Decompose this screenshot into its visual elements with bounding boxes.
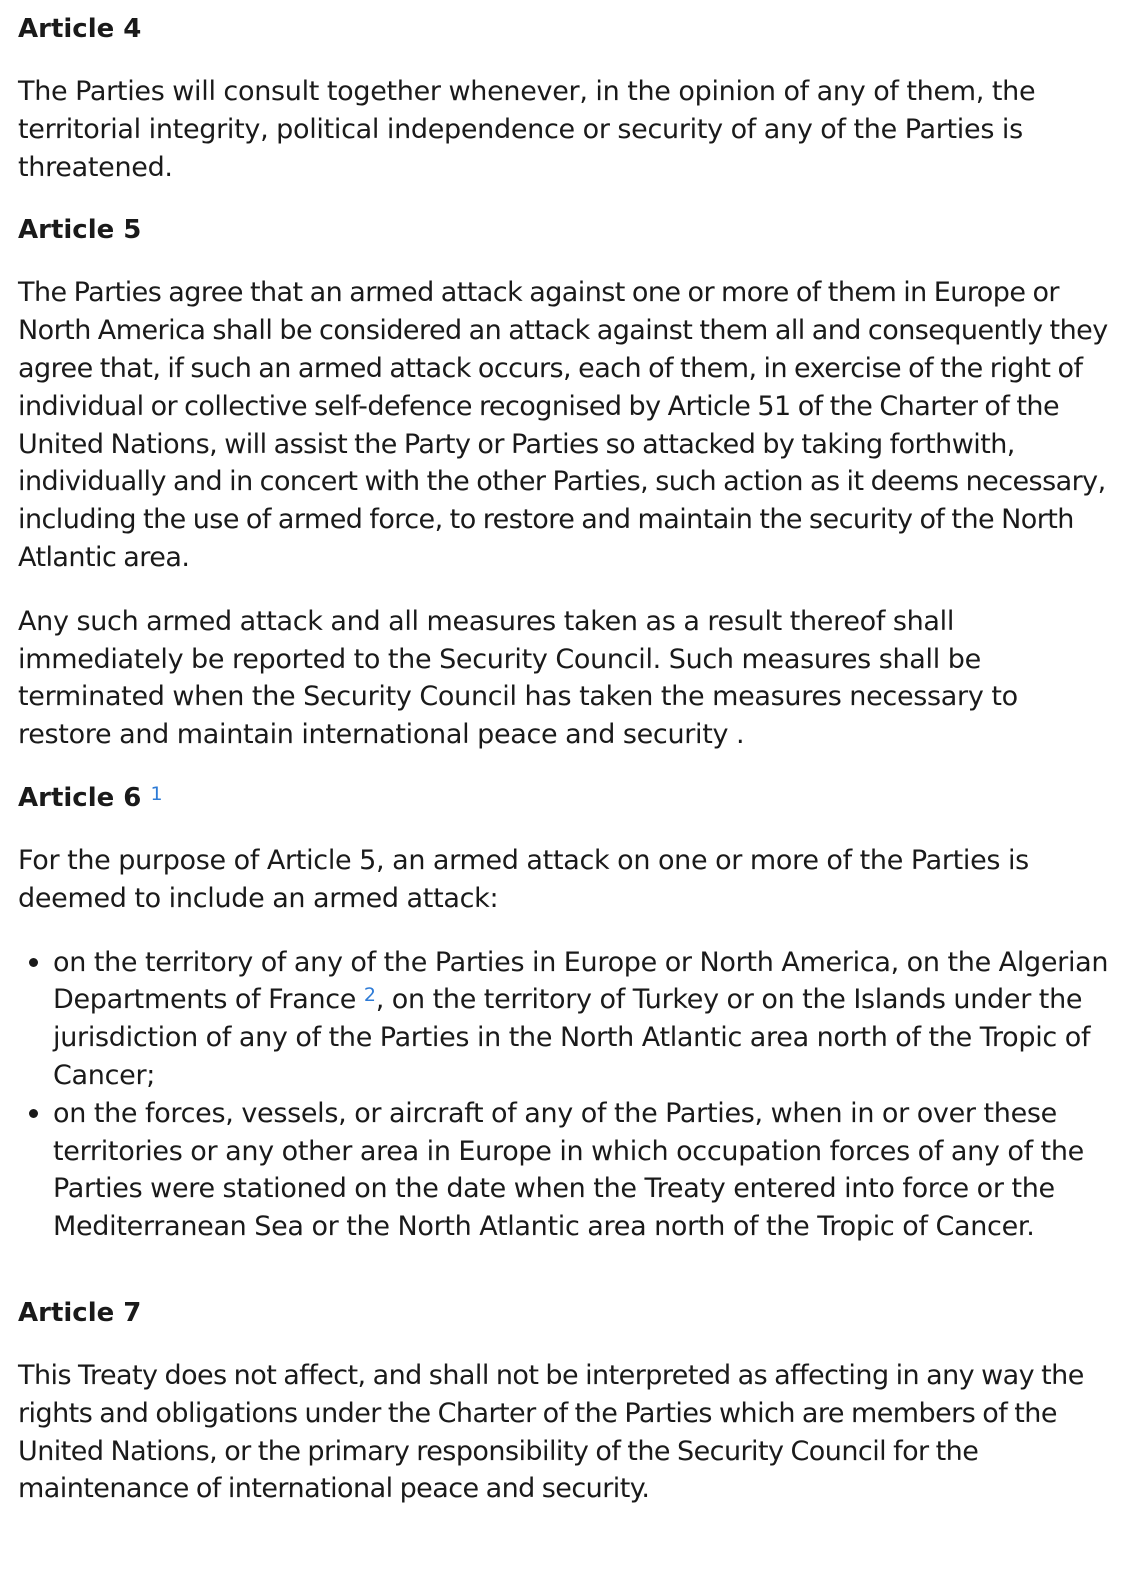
bullet-icon — [29, 958, 38, 967]
bullet-1-text-part1: on the territory of any of the Parties in Europe or North America, on the Algerian Departments of France — [53, 946, 1109, 1016]
footnote-1-link[interactable]: 1 — [150, 782, 163, 805]
article-7-heading: Article 7 — [18, 1297, 142, 1328]
article-5-heading: Article 5 — [18, 215, 142, 246]
footnote-2-link[interactable]: 2 — [363, 984, 376, 1007]
article-4-heading: Article 4 — [18, 14, 142, 44]
bullet-1-text-part2: , on the territory of Turkey or on the Islands under the jurisdiction of any of the Parties in the North Atlantic area north of the Tropic of Cancer; — [53, 984, 1091, 1091]
bullet-2-text: on the forces, vessels, or aircraft of any of the Parties, when in or over these territories or any other area in Europe in which occupation forces of any of the Parties were stationed on the date when the Treaty entered into force or the Mediterranean Sea or the North Atlantic area north of the Tropic of Cancer. — [53, 1097, 1084, 1243]
article-5-paragraph-1: The Parties agree that an armed attack against one or more of them in Europe or North America shall be considered an attack against them all and consequently they agree that, if such an armed attack occurs, each of them, in exercise of the right of individual or collective self-defence recognised by Article 51 of the Charter of the United Nations, will assist the Party or Parties so attacked by taking forthwith, individually and in concert with the other Parties, such action as it deems necessary, including the use of armed force, to restore and maintain the security of the North Atlantic area. — [18, 277, 1108, 573]
list-item — [18, 944, 1111, 1095]
bullet-icon — [29, 1109, 38, 1118]
article-6-heading — [18, 779, 1111, 817]
article-6-intro: For the purpose of Article 5, an armed attack on one or more of the Parties is deemed to include an armed attack: — [18, 844, 1029, 914]
article-6-heading-text: Article 6 — [18, 782, 142, 813]
article-4-text: The Parties will consult together whenever, in the opinion of any of them, the territorial integrity, political independence or security of any of the Parties is threatened. — [18, 76, 1036, 183]
article-7-text: This Treaty does not affect, and shall not be interpreted as affecting in any way the rights and obligations under the Charter of the Parties which are members of the United Nations, or the primary responsibility of the Security Council for the maintenance of international peace and security. — [18, 1359, 1084, 1505]
list-item — [18, 1095, 1111, 1246]
article-6-list — [18, 944, 1111, 1246]
article-5-paragraph-2: Any such armed attack and all measures taken as a result thereof shall immediately be reported to the Security Council. Such measures shall be terminated when the Security Council has taken the measures necessary to restore and maintain international peace and security . — [18, 605, 1018, 751]
